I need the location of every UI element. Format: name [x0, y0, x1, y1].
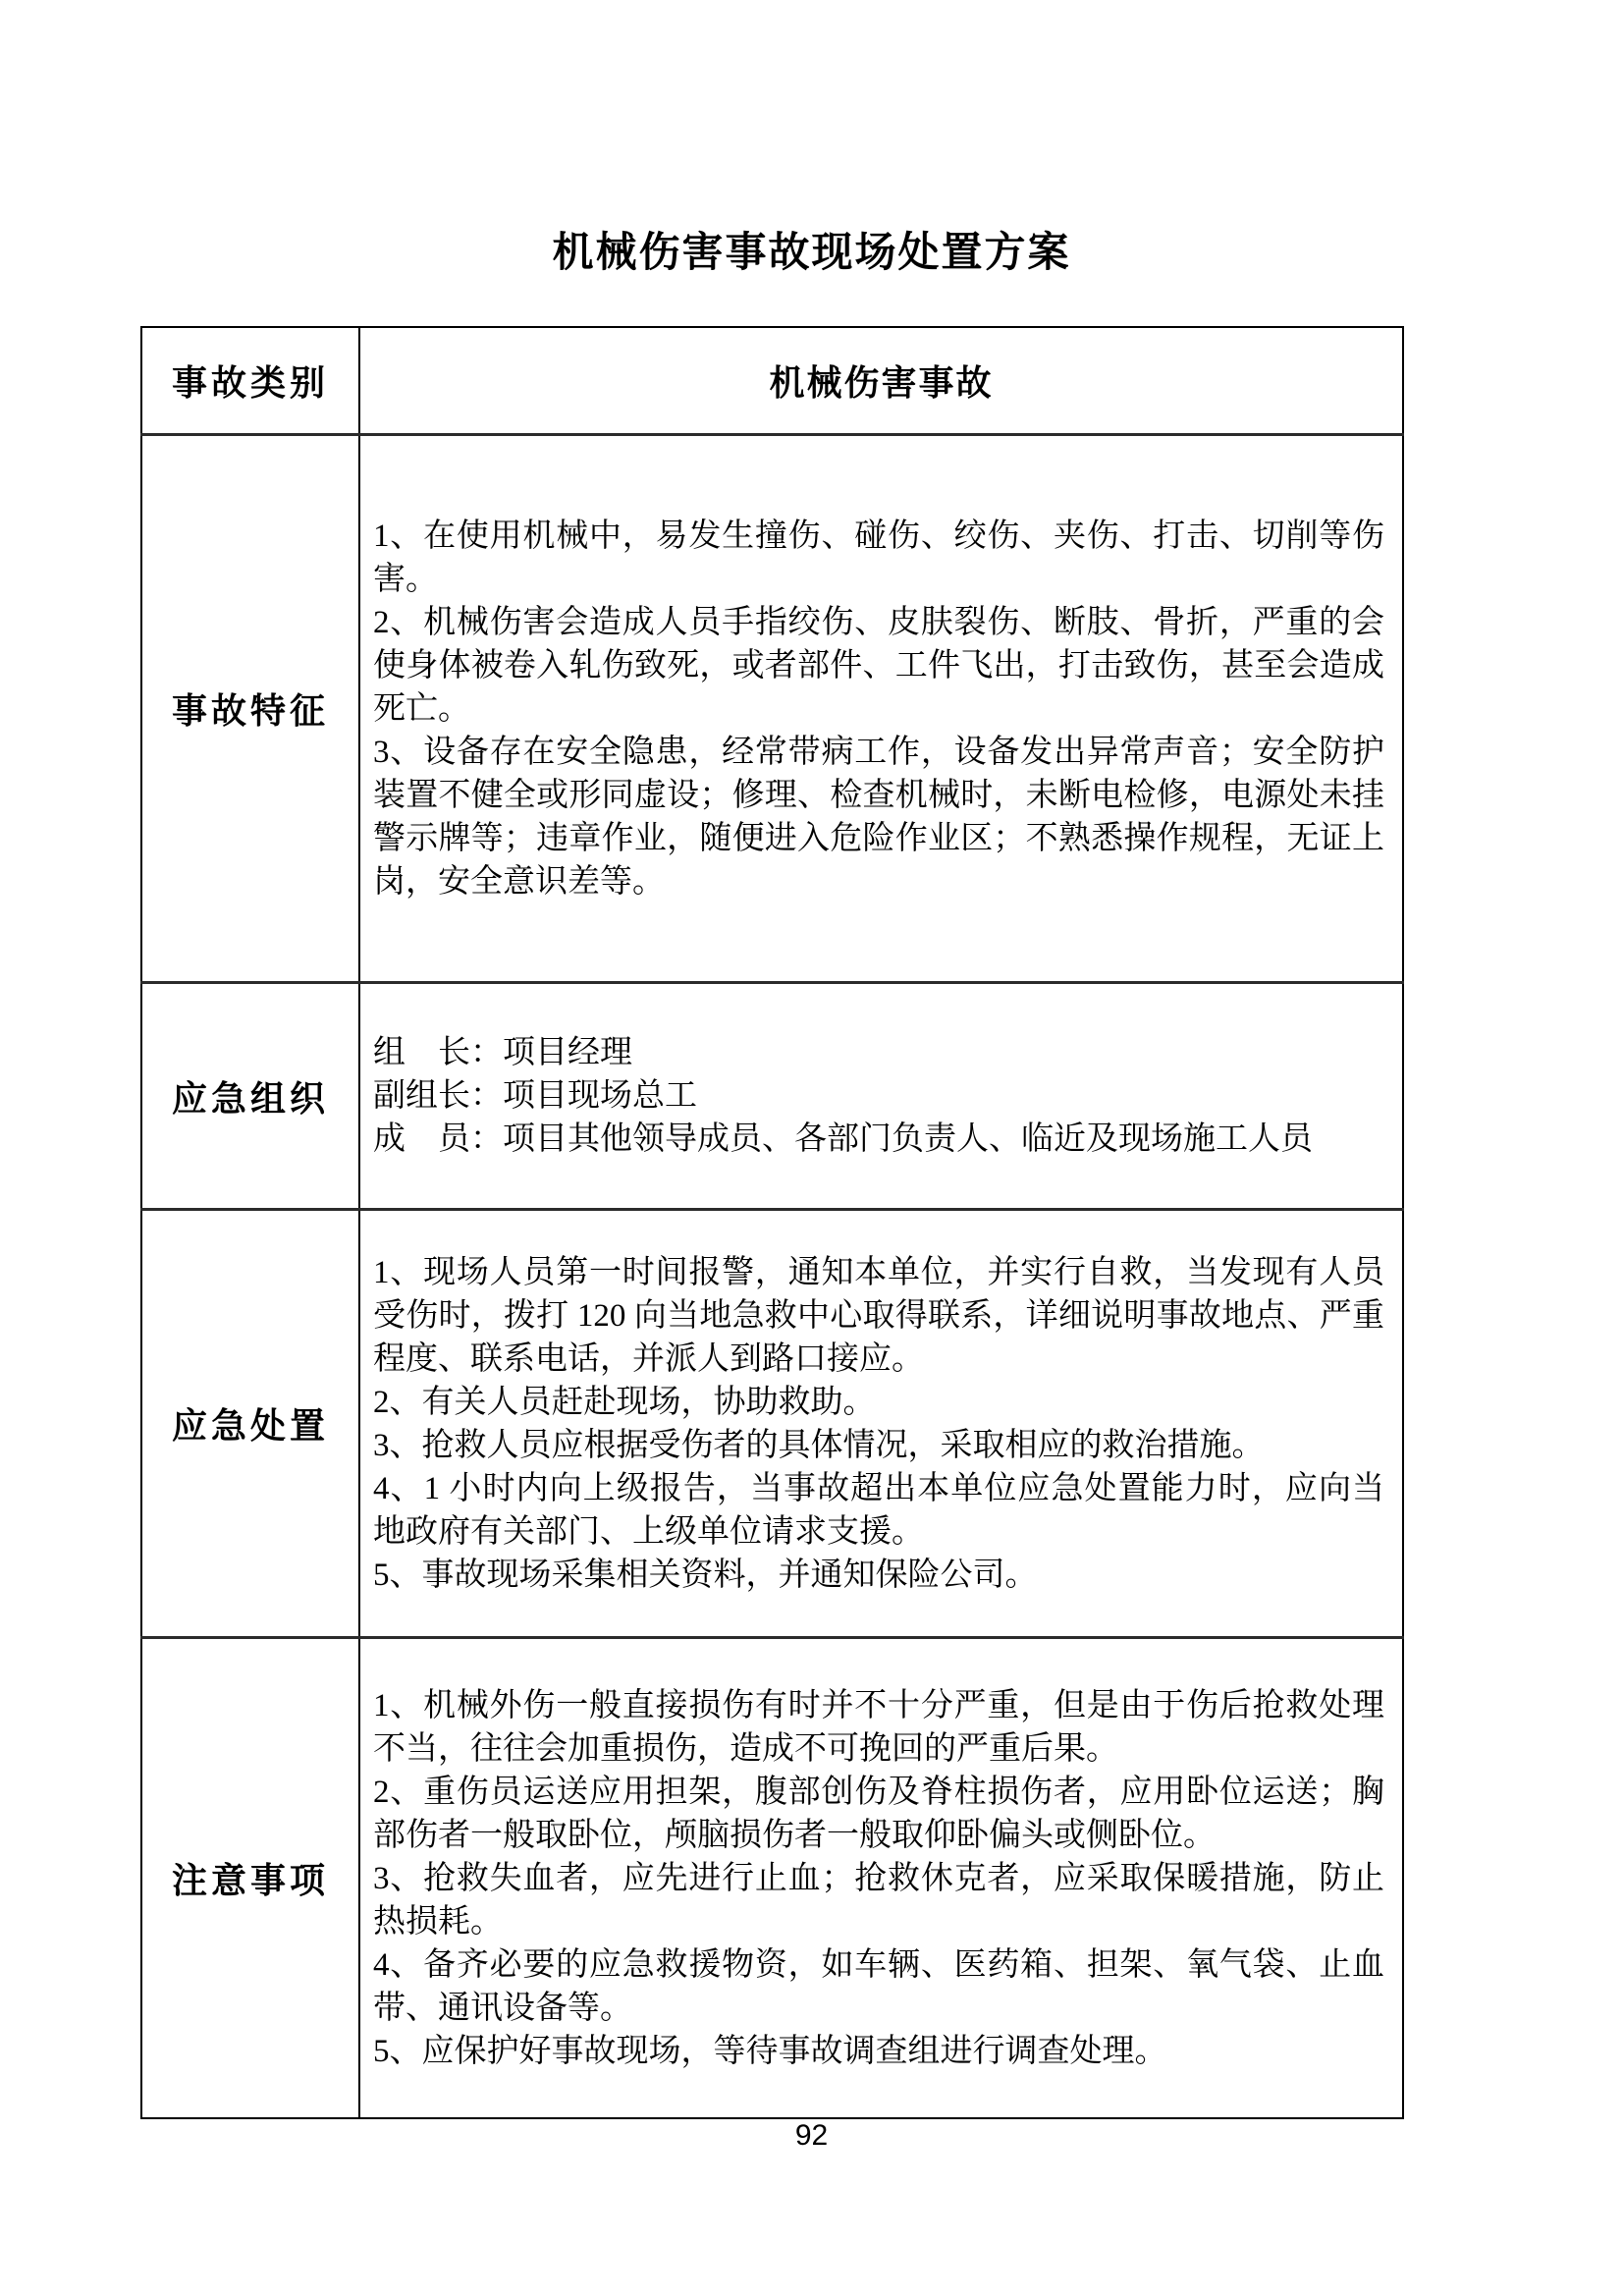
content-paragraph: 3、设备存在安全隐患，经常带病工作，设备发出异常声音；安全防护装置不健全或形同虚设；修理、检查机械时，未断电检修，电源处未挂警示牌等；违章作业，随便进入危险作业区；不熟悉操作规程，无证上岗，安全意识差等。 [373, 734, 1384, 900]
section-content [359, 435, 1403, 983]
content-paragraph: 2、机械伤害会造成人员手指绞伤、皮肤裂伤、断肢、骨折，严重的会使身体被卷入轧伤致死，或者部件、工件飞出，打击致伤，甚至会造成死亡。 [373, 604, 1384, 727]
content-paragraph: 1、现场人员第一时间报警，通知本单位，并实行自救，当发现有人员受伤时，拨打 120 向当地急救中心取得联系，详细说明事故地点、严重程度、联系电话，并派人到路口接应。 [373, 1254, 1384, 1377]
content-paragraph: 4、备齐必要的应急救援物资，如车辆、医药箱、担架、氧气袋、止血带、通讯设备等。 [373, 1946, 1384, 2026]
content-paragraph: 1、机械外伤一般直接损伤有时并不十分严重，但是由于伤后抢救处理不当，往往会加重损伤，造成不可挽回的严重后果。 [373, 1687, 1384, 1767]
section-content [359, 1638, 1403, 2119]
category-value-cell: 机械伤害事故 [359, 327, 1403, 435]
table-row-emergency-organization [141, 983, 1403, 1210]
page-title: 机械伤害事故现场处置方案 [552, 231, 1071, 276]
content-paragraph: 2、重伤员运送应用担架，腹部创伤及脊柱损伤者，应用卧位运送；胸部伤者一般取卧位，颅脑损伤者一般取仰卧偏头或侧卧位。 [373, 1774, 1384, 1853]
content-paragraph: 副组长：项目现场总工 [373, 1078, 697, 1114]
table-row-precautions [141, 1638, 1403, 2119]
section-label: 事故特征 [141, 435, 359, 983]
content-paragraph: 1、在使用机械中，易发生撞伤、碰伤、绞伤、夹伤、打击、切削等伤害。 [373, 518, 1384, 597]
section-label: 应急组织 [141, 983, 359, 1210]
table-header-row [141, 327, 1403, 435]
category-label-cell: 事故类别 [141, 327, 359, 435]
content-paragraph: 3、抢救失血者，应先进行止血；抢救休克者，应采取保暖措施，防止热损耗。 [373, 1860, 1384, 1940]
table-row-accident-features [141, 435, 1403, 983]
content-paragraph: 5、应保护好事故现场，等待事故调查组进行调查处理。 [373, 2033, 1167, 2069]
content-paragraph: 5、事故现场采集相关资料，并通知保险公司。 [373, 1557, 1038, 1593]
content-paragraph: 组 长：项目经理 [373, 1035, 632, 1070]
section-content [359, 983, 1403, 1210]
section-label: 注意事项 [141, 1638, 359, 2119]
content-paragraph: 3、抢救人员应根据受伤者的具体情况，采取相应的救治措施。 [373, 1427, 1265, 1463]
accident-response-table [140, 326, 1404, 2119]
content-paragraph: 成 员：项目其他领导成员、各部门负责人、临近及现场施工人员 [373, 1121, 1313, 1157]
table-row-emergency-response [141, 1210, 1403, 1638]
section-label: 应急处置 [141, 1210, 359, 1638]
content-paragraph: 4、1 小时内向上级报告，当事故超出本单位应急处置能力时，应向当地政府有关部门、上级单位请求支援。 [373, 1470, 1384, 1550]
page-number: 92 [794, 2119, 829, 2152]
content-paragraph: 2、有关人员赶赴现场，协助救助。 [373, 1384, 876, 1420]
section-content [359, 1210, 1403, 1638]
